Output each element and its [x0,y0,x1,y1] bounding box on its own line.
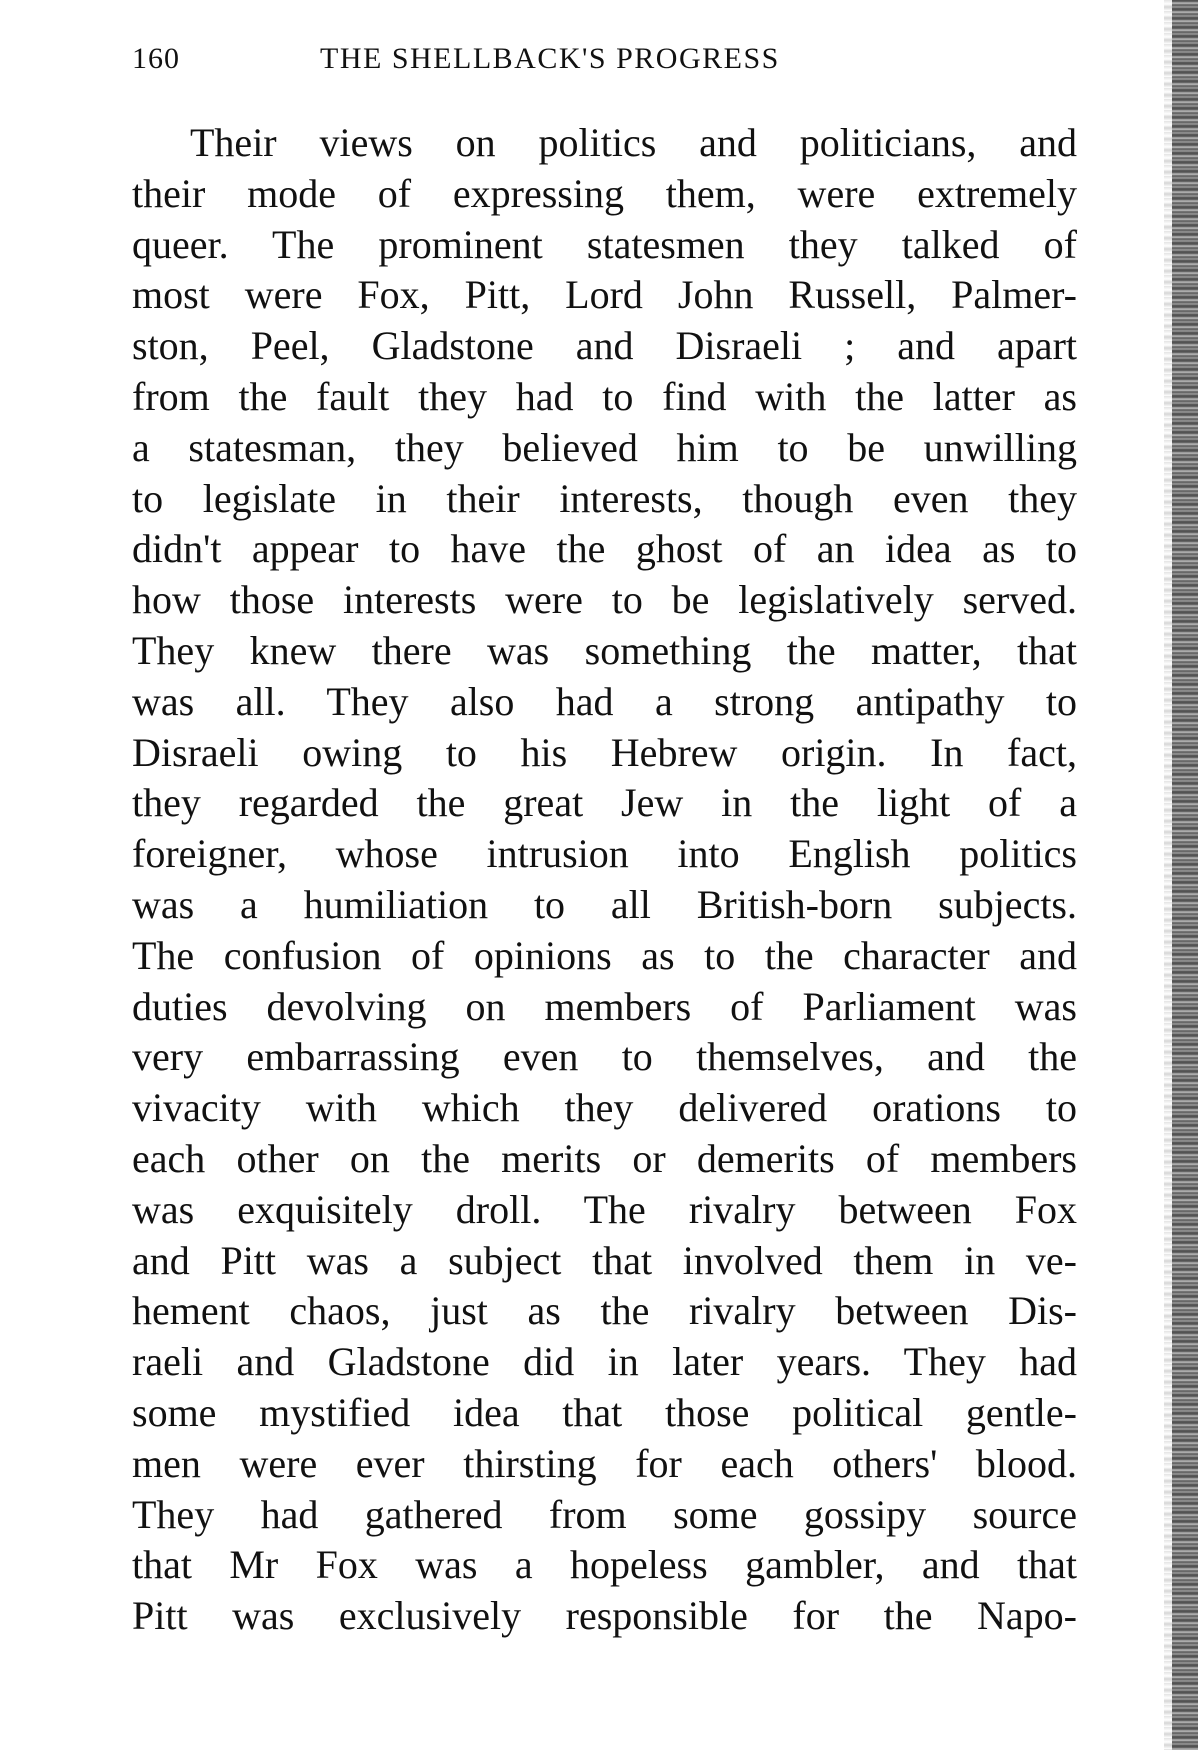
text-line: from the fault they had to find with the latter as [132,373,1077,419]
text-line: They knew there was something the matter, that [132,627,1077,673]
text-line: their mode of expressing them, were extremely [132,170,1077,216]
page-header [132,42,1092,92]
text-line: didn't appear to have the ghost of an idea as to [132,526,1077,572]
text-line: Pitt was exclusively responsible for the Napo- [132,1593,1077,1639]
text-line: Their views on politics and politicians, and [190,120,1077,165]
text-line: raeli and Gladstone did in later years. They had [132,1339,1077,1385]
text-line: was a humiliation to all British-born subjects. [132,881,1077,927]
text-line: queer. The prominent statesmen they talked of [132,221,1077,267]
book-spine-edge [1172,0,1198,1750]
text-line: foreigner, whose intrusion into English politics [132,831,1077,877]
text-line: was exquisitely droll. The rivalry between Fox [132,1186,1077,1232]
page-edge-shadow [1164,0,1172,1750]
text-line: They had gathered from some gossipy source [132,1491,1077,1537]
text-line: most were Fox, Pitt, Lord John Russell, Palmer- [132,272,1077,318]
text-line: Disraeli owing to his Hebrew origin. In fact, [132,729,1077,775]
text-line: and Pitt was a subject that involved them in ve- [132,1237,1077,1283]
text-line: was all. They also had a strong antipathy to [132,678,1077,724]
text-line: to legislate in their interests, though even they [132,475,1077,521]
text-line: hement chaos, just as the rivalry between Dis- [132,1288,1077,1334]
running-title: THE SHELLBACK'S PROGRESS [320,42,780,75]
text-line: duties devolving on members of Parliament was [132,983,1077,1029]
text-line: very embarrassing even to themselves, and the [132,1034,1077,1080]
text-line: that Mr Fox was a hopeless gambler, and that [132,1542,1077,1588]
text-line: each other on the merits or demerits of members [132,1135,1077,1181]
text-line: men were ever thirsting for each others' blood. [132,1440,1077,1486]
text-line: The confusion of opinions as to the character and [132,932,1077,978]
text-line: ston, Peel, Gladstone and Disraeli ; and apart [132,323,1077,369]
text-line: how those interests were to be legislatively served. [132,577,1077,623]
text-line: some mystified idea that those political gentle- [132,1389,1077,1435]
text-line: a statesman, they believed him to be unwilling [132,424,1077,470]
text-line: they regarded the great Jew in the light of a [132,780,1077,826]
text-line: vivacity with which they delivered orations to [132,1085,1077,1131]
body-paragraph [132,118,1077,1642]
page-number: 160 [132,42,180,75]
